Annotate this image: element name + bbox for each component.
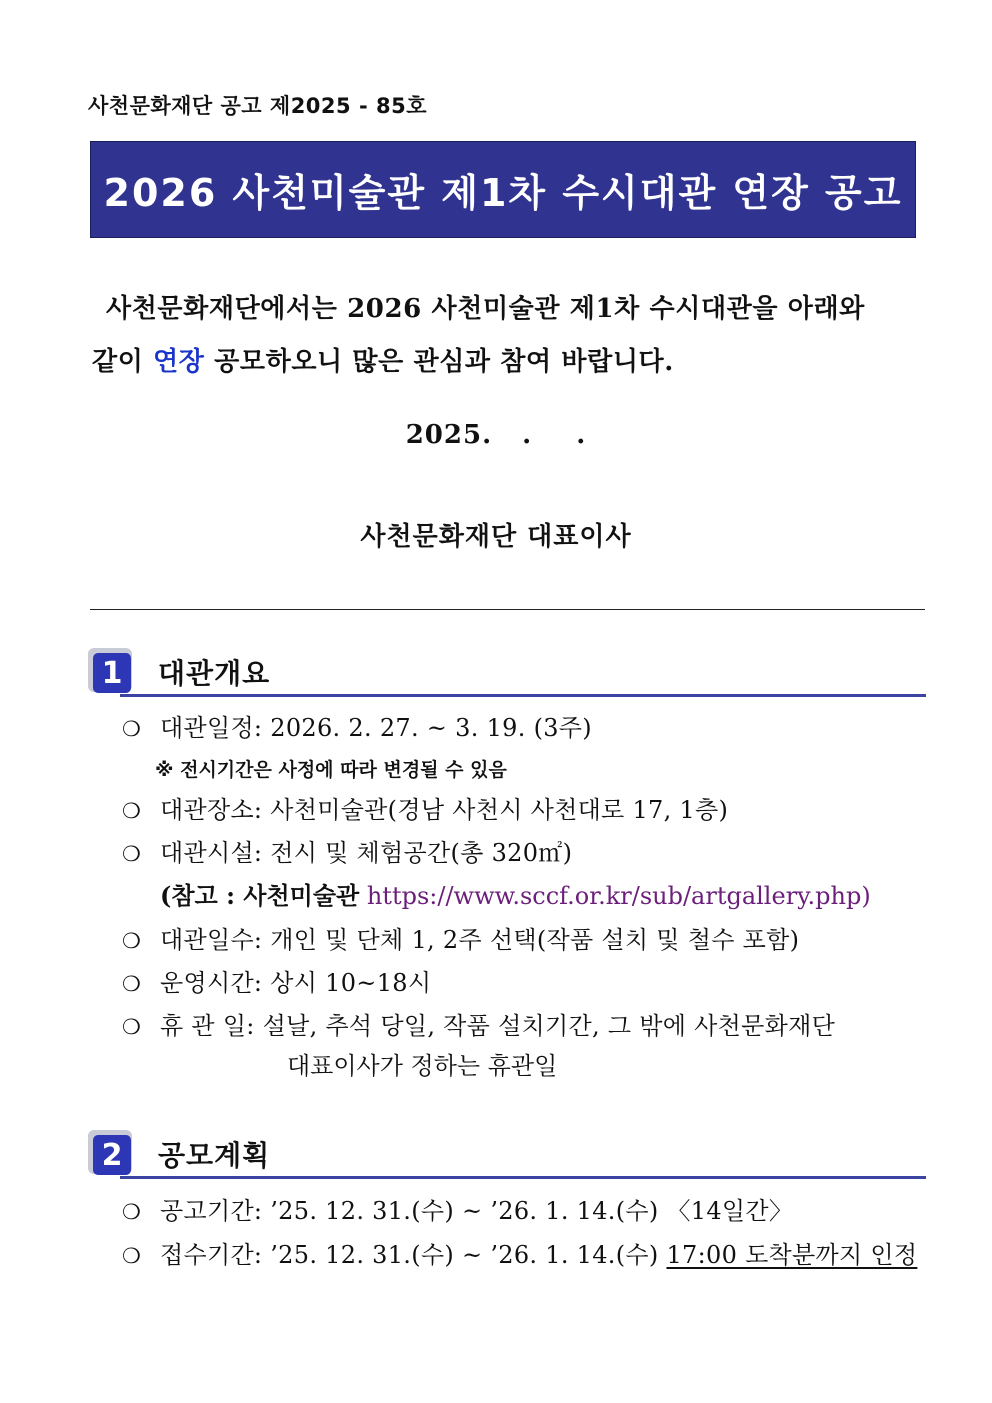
notice-number: 사천문화재단 공고 제2025 - 85호 [88, 94, 427, 118]
intro-line-2-suffix: 공모하오니 많은 관심과 참여 바랍니다. [204, 347, 674, 377]
section-1-title: 대관개요 [158, 657, 271, 690]
notice-date [0, 420, 992, 450]
deadline-underlined: 17:00 도착분까지 인정 [666, 1241, 918, 1269]
bullet-icon: ❍ [122, 929, 142, 953]
date-dot-day: . [576, 420, 587, 450]
section-2-header [88, 1130, 928, 1182]
item-text: 대관시설: 전시 및 체험공간(총 320㎡) [160, 839, 573, 867]
bullet-icon: ❍ [122, 717, 142, 741]
bullet-icon: ❍ [122, 1200, 142, 1224]
reference-prefix: (참고 : [160, 881, 244, 910]
item-text: 운영시간: 상시 10~18시 [160, 969, 432, 997]
item-text: 대관일정: 2026. 2. 27. ~ 3. 19. (3주) [160, 714, 592, 742]
date-dot-month: . [522, 420, 533, 450]
section-2-badge [88, 1130, 132, 1178]
item-text: 접수기간: ’25. 12. 31.(수) ~ ’26. 1. 14.(수) [160, 1241, 667, 1269]
item-text: 대관일수: 개인 및 단체 1, 2주 선택(작품 설치 및 철수 포함) [160, 926, 800, 954]
bullet-icon: ❍ [122, 1244, 142, 1268]
reference-line [160, 876, 871, 911]
bullet-icon: ❍ [122, 842, 142, 866]
list-item [122, 1235, 917, 1270]
list-item [122, 1191, 793, 1226]
bullet-icon: ❍ [122, 972, 142, 996]
section-2-underline [120, 1176, 926, 1179]
item-text: 대관장소: 사천미술관(경남 사천시 사천대로 17, 1층) [160, 796, 729, 824]
list-item [122, 833, 572, 868]
bullet-icon: ❍ [122, 799, 142, 823]
page-title: 2026 사천미술관 제1차 수시대관 연장 공고 [103, 171, 903, 215]
title-banner [90, 141, 916, 238]
intro-line-1: 사천문화재단에서는 2026 사천미술관 제1차 수시대관을 아래와 [106, 294, 865, 324]
section-2-number: 2 [93, 1135, 131, 1175]
intro-paragraph [92, 283, 914, 389]
list-item [122, 1006, 835, 1041]
divider [90, 609, 925, 610]
section-2-title: 공모계획 [158, 1139, 271, 1172]
intro-line-2 [92, 336, 914, 389]
section-1-number: 1 [93, 653, 131, 693]
section-1-badge [88, 648, 132, 696]
reference-name: 사천미술관 [243, 881, 360, 910]
section-1-header [88, 648, 928, 700]
item-text: 휴 관 일: 설날, 추석 당일, 작품 설치기간, 그 밖에 사천문화재단 [160, 1012, 836, 1040]
list-item [122, 708, 592, 743]
reference-url-link[interactable]: https://www.sccf.or.kr/sub/artgallery.php) [359, 882, 871, 910]
intro-line-2-prefix: 같이 [92, 347, 154, 377]
signer: 사천문화재단 대표이사 [360, 522, 632, 552]
intro-highlight: 연장 [153, 347, 205, 377]
bullet-icon: ❍ [122, 1015, 142, 1039]
list-item [122, 920, 799, 955]
date-year: 2025. [405, 420, 493, 450]
schedule-note: ※ 전시기간은 사정에 따라 변경될 수 있음 [155, 759, 507, 781]
list-item [122, 963, 431, 998]
section-1-underline [120, 694, 926, 697]
item-text: 공고기간: ’25. 12. 31.(수) ~ ’26. 1. 14.(수) 〈14일간〉 [160, 1197, 794, 1225]
list-item [122, 790, 728, 825]
item-continuation: 대표이사가 정하는 휴관일 [287, 1052, 558, 1080]
